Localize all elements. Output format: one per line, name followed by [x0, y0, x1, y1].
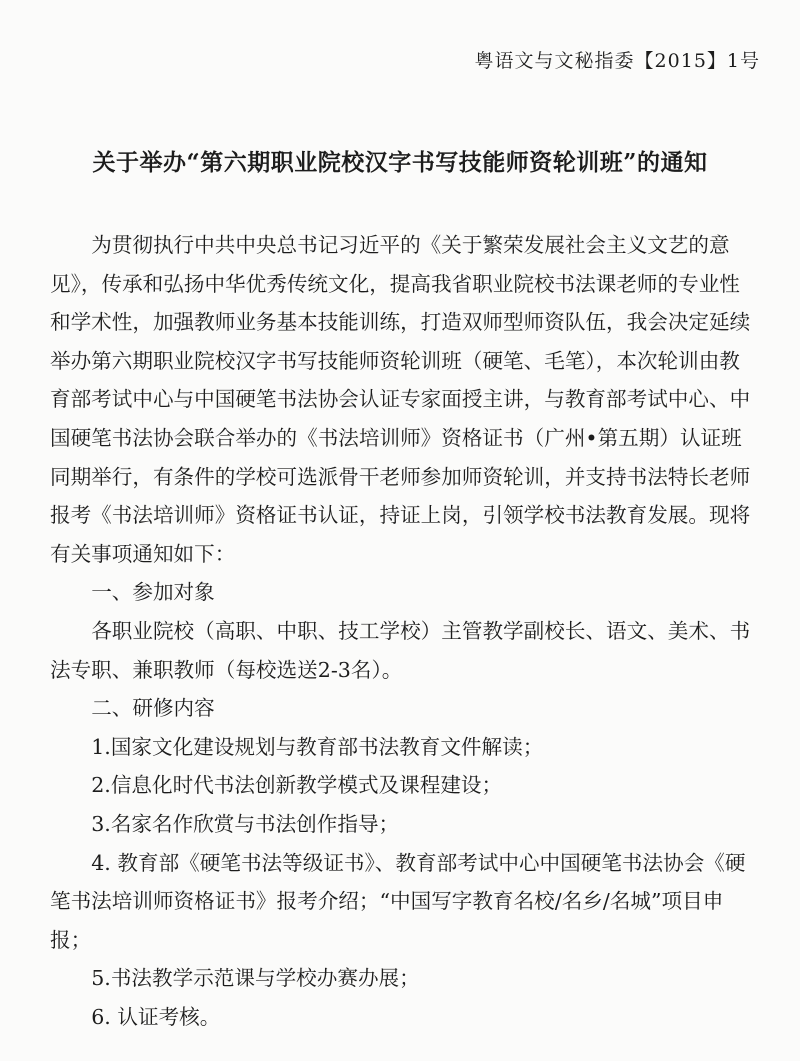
content-item: 3.名家名作欣赏与书法创作指导； — [91, 811, 400, 836]
section-heading-participants: 一、参加对象 — [91, 580, 215, 605]
document-body — [50, 226, 760, 1036]
content-item: 6. 认证考核。 — [91, 1004, 221, 1029]
content-item: 4. 教育部《硬笔书法等级证书》、教育部考试中心中国硬笔书法协会《硬笔书法培训师资格证书》报考介绍；“中国写字教育名校/名乡/名城”项目申报； — [50, 850, 746, 952]
section-heading-content: 二、研修内容 — [91, 696, 215, 721]
content-item: 2.信息化时代书法创新教学模式及课程建设； — [91, 773, 503, 798]
participants-paragraph: 各职业院校（高职、中职、技工学校）主管教学副校长、语文、美术、书法专职、兼职教师（每校选送2-3名）。 — [50, 618, 751, 682]
content-item: 5.书法教学示范课与学校办赛办展； — [91, 966, 420, 991]
document-title: 关于举办“第六期职业院校汉字书写技能师资轮训班”的通知 — [92, 149, 708, 176]
content-item: 1.国家文化建设规划与教育部书法教育文件解读； — [91, 734, 544, 759]
document-number: 粤语文与文秘指委【2015】1号 — [474, 50, 760, 72]
intro-paragraph: 为贯彻执行中共中央总书记习近平的《关于繁荣发展社会主义文艺的意见》，传承和弘扬中华优秀传统文化，提高我省职业院校书法课老师的专业性和学术性，加强教师业务基本技能训练，打造双师型师资队伍，我会决定延续举办第六期职业院校汉字书写技能师资轮训班（硬笔、毛笔），本次轮训由教育部考试中心与中国硬笔书法协会认证专家面授主讲，与教育部考试中心、中国硬笔书法协会联合举办的《书法培训师》资格证书（广州•第五期）认证班同期举行，有条件的学校可选派骨干老师参加师资轮训，并支持书法特长老师报考《书法培训师》资格证书认证，持证上岗，引领学校书法教育发展。现将有关事项通知如下： — [50, 233, 751, 566]
